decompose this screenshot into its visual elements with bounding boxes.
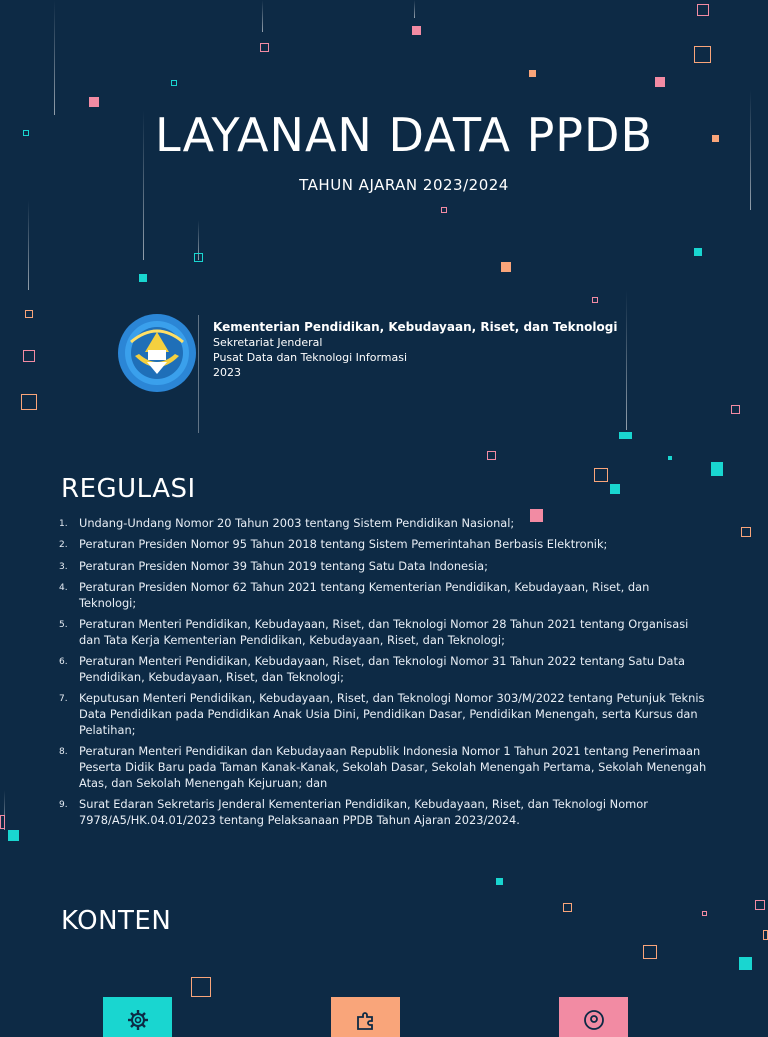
item-number: 6. bbox=[59, 657, 68, 668]
decor-square bbox=[694, 46, 711, 63]
item-text: Peraturan Menteri Pendidikan, Kebudayaan, Riset, dan Teknologi Nomor 28 Tahun 2021 tentang Organisasi dan Tata Kerja Kementerian Pendidikan, Kebudayaan, Riset, dan Teknologi; bbox=[79, 616, 689, 647]
decor-square bbox=[592, 297, 598, 303]
item-number: 7. bbox=[59, 694, 68, 705]
decor-square bbox=[755, 900, 765, 910]
regulation-item bbox=[59, 796, 709, 829]
regulasi-heading: REGULASI bbox=[61, 474, 196, 504]
page-subtitle: TAHUN AJARAN 2023/2024 bbox=[299, 176, 509, 194]
decor-square bbox=[668, 456, 672, 460]
decor-square bbox=[594, 468, 608, 482]
gear-icon bbox=[127, 1009, 149, 1031]
decor-line bbox=[626, 290, 627, 430]
item-text: Peraturan Menteri Pendidikan, Kebudayaan, Riset, dan Teknologi Nomor 31 Tahun 2022 tentang Satu Data Pendidikan, Kebudayaan, Riset, dan Teknologi; bbox=[79, 654, 685, 684]
institution-year: 2023 bbox=[213, 366, 241, 379]
regulation-list bbox=[59, 516, 709, 834]
decor-square bbox=[441, 207, 447, 213]
regulation-item bbox=[59, 579, 709, 612]
regulation-item bbox=[59, 516, 709, 532]
item-text: Surat Edaran Sekretaris Jenderal Kementerian Pendidikan, Kebudayaan, Riset, dan Teknologi Nomor 7978/A5/HK.04.01/2023 tentang Pelaksanaan PPDB Tahun Ajaran 2023/2024. bbox=[79, 796, 648, 827]
decor-square bbox=[21, 394, 37, 410]
item-number: 2. bbox=[59, 540, 68, 551]
decor-square bbox=[171, 80, 177, 86]
decor-square bbox=[139, 274, 147, 282]
decor-square bbox=[739, 957, 752, 970]
regulation-item bbox=[59, 654, 709, 686]
decor-square bbox=[694, 248, 702, 256]
decor-line bbox=[28, 200, 29, 290]
konten-tile-puzzle[interactable] bbox=[331, 997, 400, 1037]
decor-line bbox=[54, 0, 55, 115]
konten-tile-location[interactable] bbox=[559, 997, 628, 1037]
decor-square bbox=[487, 451, 496, 460]
decor-square bbox=[412, 26, 421, 35]
decor-square bbox=[731, 405, 740, 414]
tut-wuri-handayani-logo bbox=[117, 312, 197, 394]
regulation-item bbox=[59, 558, 709, 575]
regulation-item bbox=[59, 691, 709, 738]
item-text: Peraturan Presiden Nomor 62 Tahun 2021 tentang Kementerian Pendidikan, Kebudayaan, Riset, dan Teknologi; bbox=[79, 579, 650, 610]
decor-line bbox=[414, 0, 415, 18]
decor-square bbox=[25, 310, 33, 318]
unit-name: Sekretariat Jenderal bbox=[213, 336, 323, 349]
decor-square bbox=[643, 945, 657, 959]
decor-square bbox=[194, 253, 203, 262]
decor-square bbox=[23, 350, 35, 362]
item-text: Peraturan Presiden Nomor 39 Tahun 2019 tentang Satu Data Indonesia; bbox=[79, 558, 488, 573]
decor-square bbox=[563, 903, 572, 912]
decor-square bbox=[697, 4, 709, 16]
item-number: 9. bbox=[59, 799, 68, 810]
decor-square bbox=[529, 70, 536, 77]
regulation-item bbox=[59, 537, 709, 553]
decor-square bbox=[496, 878, 503, 885]
item-text: Keputusan Menteri Pendidikan, Kebudayaan, Riset, dan Teknologi Nomor 303/M/2022 tentang Petunjuk Teknis Data Pendidikan pada Pendidikan Anak Usia Dini, Pendidikan Dasar, Pendidikan Menengah, serta Kursus dan Pelatihan; bbox=[79, 691, 705, 737]
konten-heading: KONTEN bbox=[61, 906, 172, 936]
decor-square bbox=[610, 484, 620, 494]
decor-square bbox=[501, 262, 511, 272]
decor-square bbox=[191, 977, 211, 997]
center-name: Pusat Data dan Teknologi Informasi bbox=[213, 351, 408, 364]
decor-square bbox=[763, 930, 768, 940]
decor-square bbox=[8, 830, 19, 841]
decor-square bbox=[741, 527, 751, 537]
decor-square bbox=[711, 462, 723, 476]
logo-divider bbox=[198, 315, 199, 433]
regulation-item bbox=[59, 616, 709, 649]
page-title: LAYANAN DATA PPDB bbox=[154, 108, 654, 162]
decor-square bbox=[89, 97, 99, 107]
konten-tile-gear[interactable] bbox=[103, 997, 172, 1037]
decor-square bbox=[655, 77, 665, 87]
decor-square bbox=[619, 432, 632, 439]
decor-square bbox=[0, 815, 5, 829]
logo-emblem-icon bbox=[117, 312, 197, 394]
item-number: 4. bbox=[59, 582, 68, 593]
item-text: Peraturan Presiden Nomor 95 Tahun 2018 tentang Sistem Pemerintahan Berbasis Elektronik; bbox=[79, 537, 608, 552]
item-number: 5. bbox=[59, 619, 68, 630]
item-text: Peraturan Menteri Pendidikan dan Kebudayaan Republik Indonesia Nomor 1 Tahun 2021 tentang Penerimaan Peserta Didik Baru pada Taman Kanak-Kanak, Sekolah Dasar, Sekolah Menengah Pertama, Sekolah Menengah Atas, dan Sekolah Menengah Kejuruan; dan bbox=[79, 744, 707, 790]
item-number: 8. bbox=[59, 747, 68, 758]
decor-square bbox=[702, 911, 707, 916]
item-number: 3. bbox=[59, 561, 68, 572]
decor-square bbox=[260, 43, 269, 52]
regulation-item bbox=[59, 744, 709, 791]
decor-line bbox=[262, 0, 263, 32]
institution-info bbox=[213, 320, 617, 380]
item-text: Undang-Undang Nomor 20 Tahun 2003 tentang Sistem Pendidikan Nasional; bbox=[79, 516, 515, 530]
location-icon bbox=[583, 1009, 605, 1031]
puzzle-icon bbox=[355, 1009, 377, 1031]
ministry-name: Kementerian Pendidikan, Kebudayaan, Riset, dan Teknologi bbox=[213, 320, 618, 334]
item-number: 1. bbox=[59, 519, 68, 529]
